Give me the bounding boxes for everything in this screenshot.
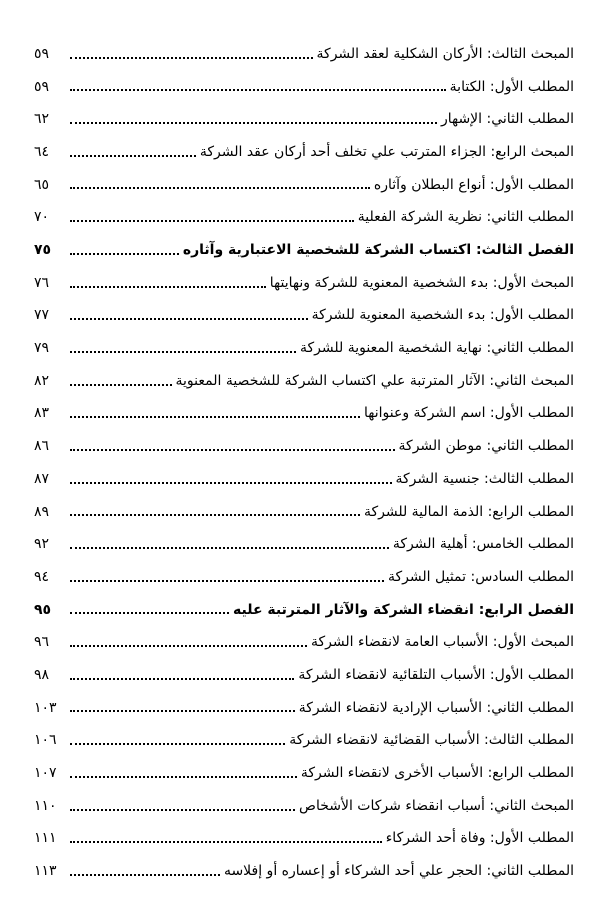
toc-chapter-entry[interactable] bbox=[34, 586, 574, 619]
toc-entry[interactable] bbox=[34, 488, 574, 521]
toc-entry-title: المطلب الرابع: الذمة المالية للشركة bbox=[363, 503, 574, 520]
toc-entry-page: ١١١ bbox=[34, 830, 57, 847]
toc-entry[interactable] bbox=[34, 749, 574, 782]
toc-entry-page: ٥٩ bbox=[34, 45, 50, 62]
dot-leader bbox=[70, 253, 179, 255]
toc-entry-title: المطلب الأول: بدء الشخصية المعنوية للشركة bbox=[311, 307, 574, 324]
toc-entry[interactable] bbox=[34, 651, 574, 684]
toc-entry[interactable] bbox=[34, 193, 574, 226]
toc-entry-page: ٨٢ bbox=[34, 372, 50, 389]
toc-entry[interactable] bbox=[34, 259, 574, 292]
dot-leader bbox=[70, 318, 308, 320]
dot-leader bbox=[70, 482, 392, 484]
toc-entry[interactable] bbox=[34, 63, 574, 96]
toc-entry[interactable] bbox=[34, 553, 574, 586]
toc-entry-page: ٩٢ bbox=[34, 536, 50, 553]
dot-leader bbox=[70, 612, 229, 614]
toc-entry-page: ٨٣ bbox=[34, 405, 50, 422]
toc-entry-page: ٩٤ bbox=[34, 568, 50, 585]
toc-entry-title: المبحث الأول: بدء الشخصية المعنوية للشركة ونهايتها bbox=[269, 274, 574, 291]
toc-entry-title: المطلب الثاني: موطن الشركة bbox=[398, 438, 574, 455]
toc-entry-title: المطلب الأول: الأسباب التلقائية لانقضاء الشركة bbox=[298, 666, 574, 683]
toc-entry-page: ٧٧ bbox=[34, 307, 50, 324]
dot-leader bbox=[70, 122, 437, 124]
toc-entry-page: ٧٥ bbox=[34, 242, 52, 259]
toc-entry-title: المبحث الرابع: الجزاء المترتب علي تخلف أحد أركان عقد الشركة bbox=[199, 143, 574, 160]
toc-entry-title: المطلب الثالث: جنسية الشركة bbox=[395, 470, 574, 487]
toc-entry[interactable] bbox=[34, 390, 574, 423]
dot-leader bbox=[70, 187, 370, 189]
toc-entry-page: ٩٨ bbox=[34, 666, 50, 683]
toc-entry-title: المطلب الخامس: أهلية الشركة bbox=[392, 536, 574, 553]
dot-leader bbox=[70, 678, 294, 680]
toc-entry-page: ٧٠ bbox=[34, 209, 50, 226]
dot-leader bbox=[70, 710, 295, 712]
toc-entry-title: المطلب الثالث: الأسباب القضائية لانقضاء الشركة bbox=[289, 732, 574, 749]
toc-entry-page: ٧٦ bbox=[34, 274, 50, 291]
toc-entry-title: المطلب الثاني: الإشهار bbox=[440, 111, 574, 128]
toc-entry-title: المبحث الثاني: الآثار المترتبة علي اكتساب الشركة للشخصية المعنوية bbox=[175, 372, 574, 389]
toc-entry[interactable] bbox=[34, 357, 574, 390]
toc-entry-page: ٦٢ bbox=[34, 111, 50, 128]
toc-entry-page: ١٠٣ bbox=[34, 699, 57, 716]
toc-entry-page: ٨٩ bbox=[34, 503, 50, 520]
dot-leader bbox=[70, 514, 360, 516]
toc-entry[interactable] bbox=[34, 684, 574, 717]
toc-entry-page: ١٠٧ bbox=[34, 765, 57, 782]
dot-leader bbox=[70, 416, 360, 418]
toc-entry-title: المطلب الثاني: نهاية الشخصية المعنوية للشركة bbox=[299, 340, 574, 357]
dot-leader bbox=[70, 809, 295, 811]
toc-entry-page: ١٠٦ bbox=[34, 732, 57, 749]
toc-entry[interactable] bbox=[34, 455, 574, 488]
toc-entry-title: المطلب الثاني: نظرية الشركة الفعلية bbox=[357, 209, 574, 226]
toc-entry-title: المبحث الثالث: الأركان الشكلية لعقد الشركة bbox=[316, 45, 574, 62]
dot-leader bbox=[70, 547, 389, 549]
toc-entry-title: المبحث الأول: الأسباب العامة لانقضاء الشركة bbox=[311, 634, 574, 651]
toc-entry[interactable] bbox=[34, 618, 574, 651]
toc-entry[interactable] bbox=[34, 161, 574, 194]
toc-entry-page: ١١٣ bbox=[34, 863, 57, 880]
toc-entry-title: المطلب الأول: وفاة أحد الشركاء bbox=[385, 830, 574, 847]
dot-leader bbox=[70, 220, 354, 222]
dot-leader bbox=[70, 57, 313, 59]
dot-leader bbox=[70, 580, 384, 582]
dot-leader bbox=[70, 89, 446, 91]
toc-entry[interactable] bbox=[34, 128, 574, 161]
dot-leader bbox=[70, 874, 220, 876]
toc-entry[interactable] bbox=[34, 30, 574, 63]
toc-entry[interactable] bbox=[34, 95, 574, 128]
dot-leader bbox=[70, 351, 296, 353]
toc-entry-page: ٦٤ bbox=[34, 143, 50, 160]
toc-entry-title: الفصل الرابع: انقضاء الشركة والآثار المترتبة عليه bbox=[233, 601, 574, 618]
toc-entry-title: الفصل الثالث: اكتساب الشركة للشخصية الاعتبارية وآثاره bbox=[182, 242, 574, 259]
toc-entry-page: ١١٠ bbox=[34, 797, 57, 814]
toc-entry[interactable] bbox=[34, 815, 574, 848]
toc-entry[interactable] bbox=[34, 422, 574, 455]
dot-leader bbox=[70, 155, 196, 157]
toc-entry[interactable] bbox=[34, 782, 574, 815]
toc-entry-page: ٦٥ bbox=[34, 176, 50, 193]
toc-entry-title: المبحث الثاني: أسباب انقضاء شركات الأشخاص bbox=[299, 797, 574, 814]
toc-entry-page: ٨٧ bbox=[34, 470, 50, 487]
dot-leader bbox=[70, 743, 285, 745]
dot-leader bbox=[70, 645, 307, 647]
toc-entry-title: المطلب السادس: تمثيل الشركة bbox=[388, 568, 574, 585]
dot-leader bbox=[70, 776, 297, 778]
toc-entry-title: المطلب الأول: الكتابة bbox=[449, 78, 574, 95]
toc-entry-page: ٧٩ bbox=[34, 340, 50, 357]
toc-entry-title: المطلب الثاني: الأسباب الإرادية لانقضاء الشركة bbox=[298, 699, 574, 716]
dot-leader bbox=[70, 286, 266, 288]
toc-entry-page: ٨٦ bbox=[34, 438, 50, 455]
dot-leader bbox=[70, 384, 172, 386]
dot-leader bbox=[70, 449, 395, 451]
toc-entry-title: المطلب الرابع: الأسباب الأخرى لانقضاء الشركة bbox=[300, 765, 574, 782]
table-of-contents bbox=[34, 30, 574, 880]
toc-entry[interactable] bbox=[34, 292, 574, 325]
toc-entry-page: ٩٦ bbox=[34, 634, 50, 651]
toc-entry-page: ٩٥ bbox=[34, 601, 52, 618]
toc-entry-title: المطلب الثاني: الحجر علي أحد الشركاء أو إعساره أو إفلاسه bbox=[223, 863, 574, 880]
toc-entry-page: ٥٩ bbox=[34, 78, 50, 95]
toc-entry-title: المطلب الأول: أنواع البطلان وآثاره bbox=[373, 176, 574, 193]
toc-entry[interactable] bbox=[34, 520, 574, 553]
toc-entry-title: المطلب الأول: اسم الشركة وعنوانها bbox=[364, 405, 574, 422]
toc-chapter-entry[interactable] bbox=[34, 226, 574, 259]
toc-entry[interactable] bbox=[34, 716, 574, 749]
toc-entry[interactable] bbox=[34, 324, 574, 357]
toc-entry[interactable] bbox=[34, 847, 574, 880]
dot-leader bbox=[70, 841, 382, 843]
